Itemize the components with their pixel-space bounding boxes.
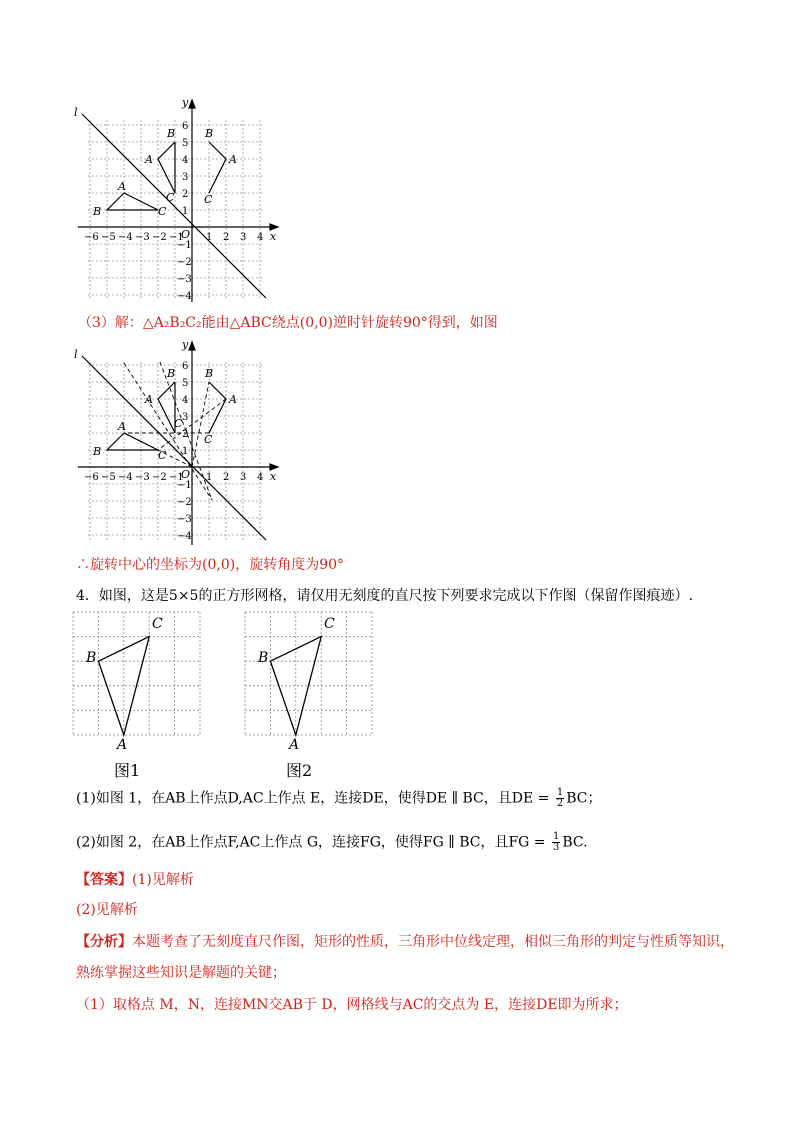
xtick: 3 xyxy=(240,232,247,243)
fig2-label-A: A xyxy=(289,737,300,753)
label-l: l xyxy=(74,106,78,119)
label-y: y xyxy=(182,98,189,109)
triangle-A1B1C1 xyxy=(158,142,175,193)
grid-figure-2 xyxy=(240,610,380,740)
ytick: 6 xyxy=(182,361,189,372)
label-C: C xyxy=(204,193,213,206)
ytick: 3 xyxy=(182,172,189,183)
xtick: 4 xyxy=(257,472,264,483)
ytick: 3 xyxy=(182,412,189,423)
xtick: −4 xyxy=(118,232,133,243)
part3-line xyxy=(78,313,498,333)
sub1-numerator: 1 xyxy=(556,787,564,798)
analysis-tag: 【分析】 xyxy=(76,934,132,950)
label-B: B xyxy=(205,127,214,140)
fig1-caption: 图1 xyxy=(114,761,141,780)
xtick: 1 xyxy=(206,472,213,483)
grid xyxy=(245,612,372,735)
ytick: 6 xyxy=(182,121,189,132)
ytick: −4 xyxy=(177,531,192,542)
fig1-label-C: C xyxy=(152,616,163,632)
label-x: x xyxy=(270,470,277,483)
ytick: −4 xyxy=(177,291,192,302)
sub2-end: BC. xyxy=(562,834,588,851)
analysis-line-2: 熟练掌握这些知识是解题的关键； xyxy=(76,965,286,981)
grid-figure-1 xyxy=(68,610,208,740)
xtick: −1 xyxy=(169,472,184,483)
ytick: −1 xyxy=(177,240,192,251)
sub1-denominator: 2 xyxy=(556,798,564,809)
xtick: 2 xyxy=(223,232,230,243)
coordinate-graph-1 xyxy=(70,98,290,308)
ytick: 2 xyxy=(182,189,189,200)
label-x: x xyxy=(270,230,277,243)
fig1-label-B: B xyxy=(86,650,97,666)
label-A2: A xyxy=(118,420,126,433)
triangle-ABC xyxy=(209,382,226,433)
analysis-line-3: （1）取格点 M，N，连接MN交AB于 D，网格线与AC的交点为 E，连接DE即为所求； xyxy=(76,997,628,1013)
ytick: 5 xyxy=(182,378,189,389)
label-A: A xyxy=(229,153,237,166)
sub1-text: (1)如图 1，在AB上作点D,AC上作点 E，连接DE，使得DE ∥ BC，且DE = xyxy=(76,790,550,807)
xtick: −2 xyxy=(152,472,167,483)
ytick: 4 xyxy=(182,155,189,166)
label-B1: B xyxy=(167,367,176,380)
xtick: −6 xyxy=(84,472,99,483)
fig2-label-C: C xyxy=(324,616,335,632)
label-C2: C xyxy=(158,449,167,462)
sub1-end: BC； xyxy=(566,790,602,807)
ytick: 1 xyxy=(182,446,189,457)
xtick: −6 xyxy=(84,232,99,243)
analysis-line-1 xyxy=(76,932,734,952)
ytick: −1 xyxy=(177,480,192,491)
triangle-ABC xyxy=(209,142,226,193)
answer-tag: 【答案】 xyxy=(76,872,132,888)
ytick: −3 xyxy=(177,274,192,285)
part3-text: △A₂B₂C₂能由△ABC绕点(0,0)逆时针旋转90°得到，如图 xyxy=(142,315,498,331)
label-A: A xyxy=(229,393,237,406)
triangle-A2B2C2 xyxy=(107,433,158,450)
label-B2: B xyxy=(93,445,102,458)
label-C1: C xyxy=(174,417,183,430)
grid xyxy=(73,612,200,735)
ytick: 2 xyxy=(182,429,189,440)
label-C2: C xyxy=(158,205,167,218)
label-B: B xyxy=(205,367,214,380)
subquestion-2 xyxy=(76,832,588,853)
sub2-fraction xyxy=(552,832,560,853)
subquestion-1 xyxy=(76,788,602,809)
ytick: 1 xyxy=(182,206,189,217)
sub2-numerator: 1 xyxy=(552,831,560,842)
fig1-label-A: A xyxy=(117,737,128,753)
label-B2: B xyxy=(93,205,102,218)
label-y: y xyxy=(182,340,189,351)
fig2-caption: 图2 xyxy=(286,761,313,780)
xtick: 3 xyxy=(240,472,247,483)
ytick: 5 xyxy=(182,138,189,149)
label-l: l xyxy=(74,348,78,361)
label-A1: A xyxy=(145,153,153,166)
xtick: −2 xyxy=(152,232,167,243)
label-origin: O xyxy=(181,228,191,241)
label-C: C xyxy=(204,433,213,446)
analysis-1: 本题考查了无刻度直尺作图，矩形的性质，三角形中位线定理，相似三角形的判定与性质等知识， xyxy=(132,934,734,950)
ytick: −2 xyxy=(177,497,192,508)
sub2-denominator: 3 xyxy=(552,842,560,853)
label-C1: C xyxy=(166,191,175,204)
label-A1: A xyxy=(145,393,153,406)
xtick: −3 xyxy=(135,232,150,243)
part3-prefix: （3）解： xyxy=(78,315,143,331)
xtick: 4 xyxy=(257,232,264,243)
sub2-text: (2)如图 2，在AB上作点F,AC上作点 G，连接FG，使得FG ∥ BC，且FG = xyxy=(76,834,546,851)
fig2-label-B: B xyxy=(258,650,269,666)
coordinate-graph-2 xyxy=(70,340,290,550)
triangle-A2B2C2 xyxy=(107,193,158,210)
label-A2: A xyxy=(118,180,126,193)
conclusion: ∴旋转中心的坐标为(0,0)，旋转角度为90° xyxy=(76,557,345,573)
ytick: −3 xyxy=(177,514,192,525)
xtick: 2 xyxy=(223,472,230,483)
axes xyxy=(78,100,278,302)
question-4-stem: 4．如图，这是5×5的正方形网格，请仅用无刻度的直尺按下列要求完成以下作图（保留作图痕迹）. xyxy=(76,588,693,604)
label-B1: B xyxy=(167,127,176,140)
xtick: −1 xyxy=(169,232,184,243)
xtick: −5 xyxy=(101,232,116,243)
label-origin: O xyxy=(181,468,191,481)
xtick: 1 xyxy=(206,232,213,243)
sub1-fraction xyxy=(556,788,564,809)
ytick: −2 xyxy=(177,257,192,268)
xtick: −5 xyxy=(101,472,116,483)
answer-line-1 xyxy=(76,870,194,890)
ytick: 4 xyxy=(182,395,189,406)
xtick: −4 xyxy=(118,472,133,483)
answer-line-2: (2)见解析 xyxy=(76,902,138,918)
xtick: −3 xyxy=(135,472,150,483)
triangle-A1B1C1 xyxy=(158,382,175,433)
answer-1: (1)见解析 xyxy=(132,872,194,888)
